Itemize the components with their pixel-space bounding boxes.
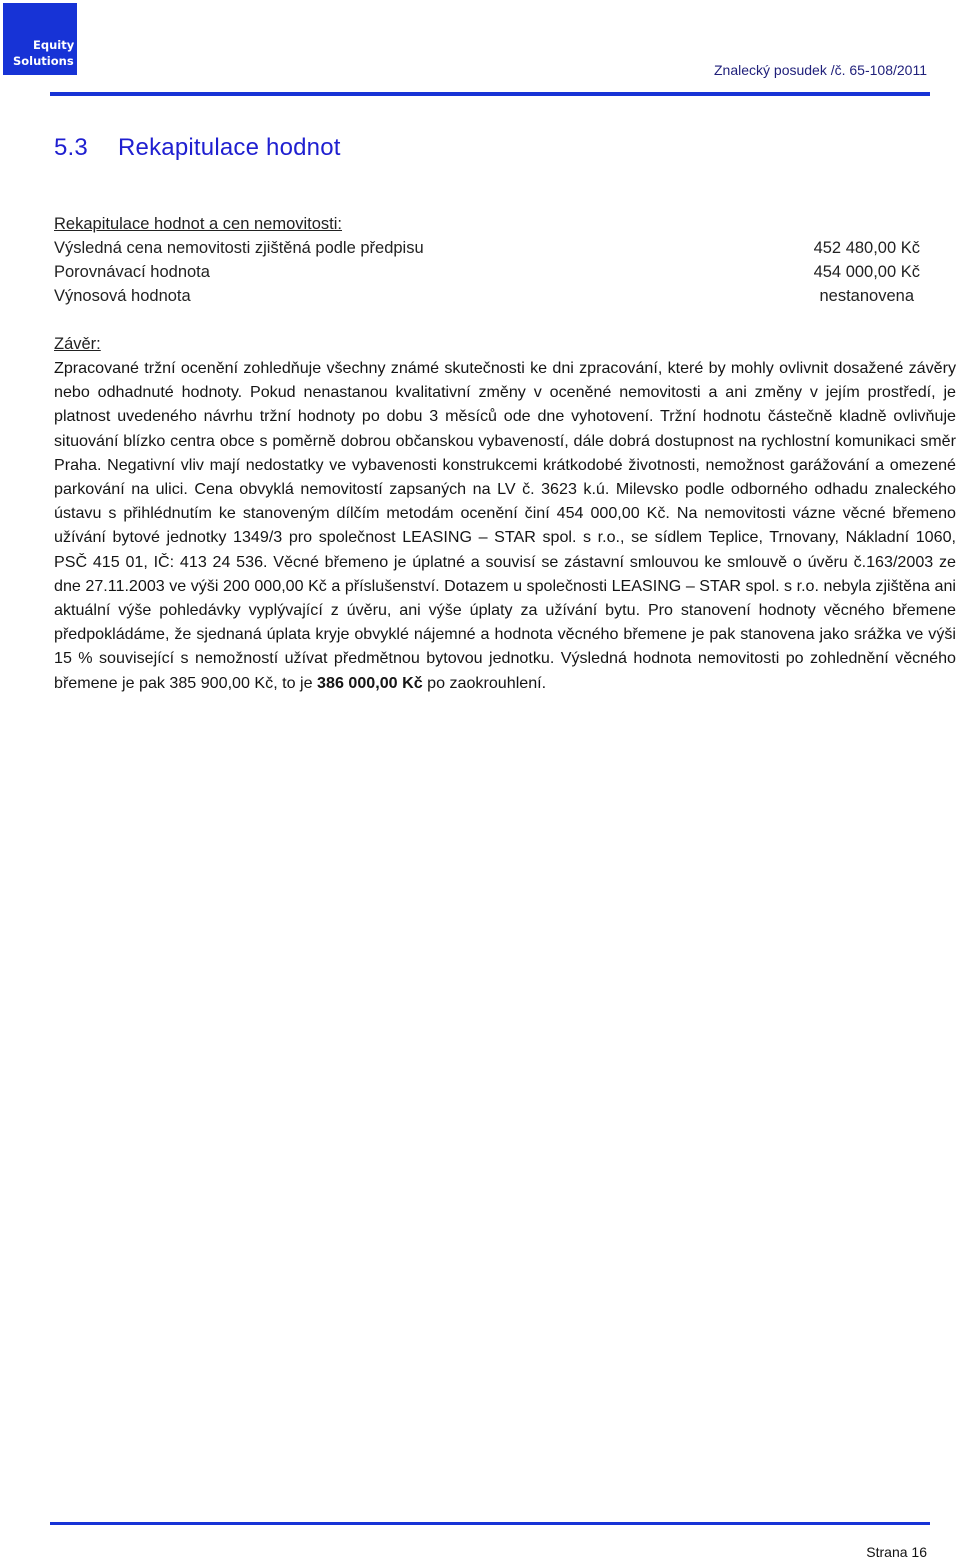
recap-row-value: 454 000,00 Kč [813,263,920,281]
recap-row-label: Výnosová hodnota [54,287,191,305]
recap-row-label: Porovnávací hodnota [54,263,210,281]
final-value: 386 000,00 Kč [317,673,423,692]
conclusion-text-end: po zaokrouhlení. [422,673,547,692]
recap-row [54,284,920,308]
recap-block [54,212,920,308]
section-number: 5.3 [54,134,88,161]
page-number: Strana 16 [866,1544,927,1560]
section-title-text: Rekapitulace hodnot [118,134,341,161]
recap-row-label: Výsledná cena nemovitosti zjištěná podle předpisu [54,239,424,257]
recap-heading: Rekapitulace hodnot a cen nemovitosti: [54,215,343,233]
conclusion-paragraph [54,356,956,695]
recap-row [54,260,920,284]
footer-divider [50,1522,930,1525]
recap-row-value: nestanovena [819,287,914,305]
section-title [54,134,341,162]
conclusion-text: Zpracované tržní ocenění zohledňuje všechny známé skutečnosti ke dni zpracování, které by mohly ovlivnit dosažené závěry nebo odhadnuté hodnoty. Pokud nenastanou kvalitativní změny v oceněné nemovitosti a ani změny v jejím prostředí, je platnost uvedeného návrhu tržní hodnoty po dobu 3 měsíců ode dne vyhotovení. Tržní hodnotu částečně kladně ovlivňuje situování blízko centra obce s poměrně dobrou občanskou vybaveností, dále dobrá dostupnost na rychlostní komunikaci směr Praha. Negativní vliv mají nedostatky ve vybavenosti konstrukcemi krátkodobé životnosti, nemožnost garážování a omezené parkování na ulici. Cena obvyklá nemovitostí zapsaných na LV č. 3623 k.ú. Milevsko podle odborného odhadu znaleckého ústavu s přihlédnutím ke stanoveným dílčím metodám ocenění činí 454 000,00 Kč. Na nemovitosti vázne věcné břemeno užívání bytové jednotky 1349/3 pro společnost LEASING – STAR spol. s r.o., se sídlem Teplice, Trnovany, Nákladní 1060, PSČ 415 01, IČ: 413 24 536. Věcné břemeno je úplatné a souvisí se zástavní smlouvou ke smlouvě o úvěru č.163/2003 ze dne 27.11.2003 ve výši 200 000,00 Kč a příslušenství. Dotazem u společnosti LEASING – STAR spol. s r.o. nebyla zjištěna ani aktuální výše pohledávky vyplývající z úvěru, ani výše úplaty za užívání bytu. Pro stanovení hodnoty věcného břemene předpokládáme, že sjednaná úplata kryje obvyklé nájemné a hodnota věcného břemene je pak stanovena jako srážka ve výši 15 % související s nemožností užívat předmětnou bytovou jednotku. Výsledná hodnota nemovitosti po zohlednění věcného břemene je pak 385 900,00 Kč, to je [54,359,956,692]
logo-line-solutions: Solutions [13,54,74,68]
recap-row-value: 452 480,00 Kč [813,239,920,257]
header-divider [50,92,930,96]
conclusion-label: Závěr: [54,335,101,353]
document-reference: Znalecký posudek /č. 65-108/2011 [714,62,927,78]
logo-line-equity: Equity [33,38,75,52]
recap-row [54,236,920,260]
company-logo [3,3,77,75]
